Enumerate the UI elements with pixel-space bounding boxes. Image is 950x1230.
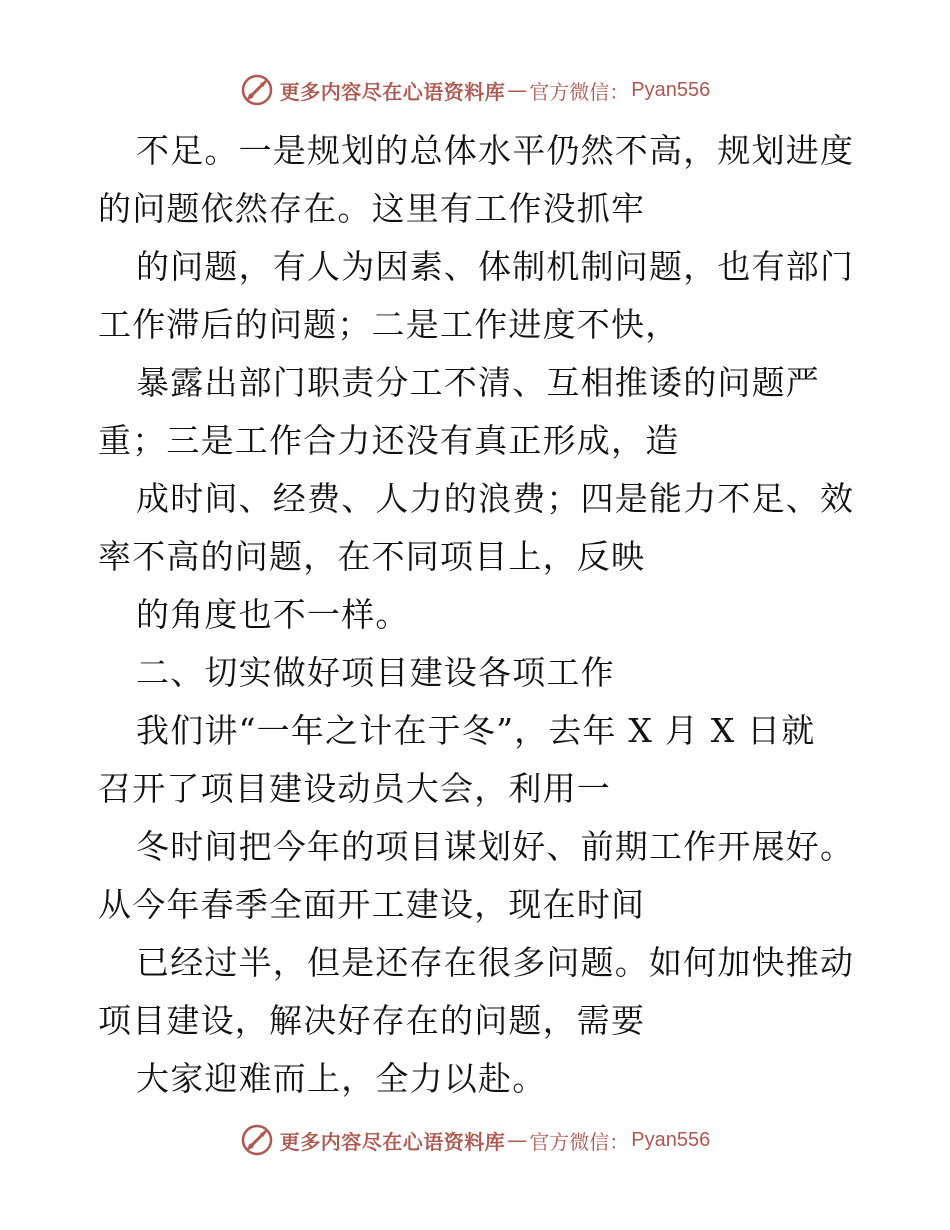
line: 我们讲“一年之计在于冬”，去年 X 月 X 日就 bbox=[136, 711, 816, 750]
body-text bbox=[98, 122, 858, 1108]
quill-pen-logo-icon bbox=[240, 73, 274, 107]
line: 率不高的问题，在不同项目上，反映 bbox=[98, 537, 646, 576]
wechat-id: Pyan556 bbox=[631, 1128, 711, 1151]
paragraph bbox=[98, 470, 858, 586]
footer-banner bbox=[0, 1120, 950, 1160]
paragraph bbox=[98, 354, 858, 470]
line: 的问题依然存在。这里有工作没抓牢 bbox=[98, 189, 646, 228]
paragraph bbox=[98, 702, 858, 818]
line: 召开了项目建设动员大会，利用一 bbox=[98, 769, 611, 808]
paragraph bbox=[98, 1050, 858, 1108]
quill-pen-logo-icon bbox=[240, 1123, 274, 1157]
line: 工作滞后的问题；二是工作进度不快， bbox=[98, 305, 680, 344]
line: 已经过半，但是还存在很多问题。如何加快推动 bbox=[136, 943, 855, 982]
line: 不足。一是规划的总体水平仍然不高，规划进度 bbox=[136, 131, 855, 170]
paragraph bbox=[98, 238, 858, 354]
paragraph bbox=[98, 586, 858, 644]
line: 的角度也不一样。 bbox=[136, 595, 410, 634]
line: 二、切实做好项目建设各项工作 bbox=[136, 653, 615, 692]
official-wechat-label: 官方微信： bbox=[529, 1129, 630, 1154]
paragraph bbox=[98, 934, 858, 1050]
header-banner bbox=[0, 70, 950, 110]
line: 冬时间把今年的项目谋划好、前期工作开展好。 bbox=[136, 827, 855, 866]
brand-name: 更多内容尽在心语资料库 bbox=[279, 1129, 506, 1154]
separator-dash: — bbox=[507, 1128, 528, 1152]
line: 重；三是工作合力还没有真正形成，造 bbox=[98, 421, 680, 460]
line: 暴露出部门职责分工不清、互相推诿的问题严 bbox=[136, 363, 820, 402]
section-heading bbox=[98, 644, 858, 702]
official-wechat-label: 官方微信： bbox=[529, 79, 630, 104]
line: 从今年春季全面开工建设，现在时间 bbox=[98, 885, 646, 924]
wechat-id: Pyan556 bbox=[631, 78, 711, 101]
line: 的问题，有人为因素、体制机制问题，也有部门 bbox=[136, 247, 855, 286]
separator-dash: — bbox=[507, 78, 528, 102]
brand-name: 更多内容尽在心语资料库 bbox=[279, 79, 506, 104]
line: 项目建设，解决好存在的问题，需要 bbox=[98, 1001, 646, 1040]
line: 大家迎难而上，全力以赴。 bbox=[136, 1059, 547, 1098]
paragraph bbox=[98, 122, 858, 238]
line: 成时间、经费、人力的浪费；四是能力不足、效 bbox=[136, 479, 855, 518]
paragraph bbox=[98, 818, 858, 934]
